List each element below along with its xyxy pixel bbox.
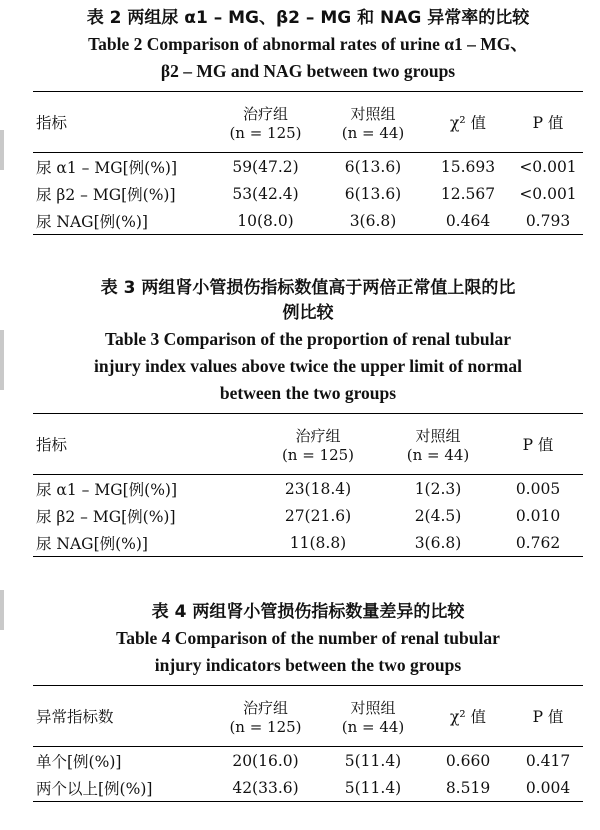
row-control: 5(11.4) [344, 751, 402, 770]
table2-header-treat [208, 92, 323, 153]
row-p: 0.417 [525, 751, 571, 770]
table2-header-treat-n: (n = 125) [229, 123, 302, 142]
table-row [33, 502, 583, 529]
table4 [33, 685, 583, 802]
table3-en-caption-3: between the two groups [219, 383, 397, 403]
row-p: <0.001 [519, 157, 577, 176]
table3-block [33, 276, 583, 557]
row-indicator: 单个[例(%)] [36, 752, 122, 771]
table3-header-indicator: 指标 [36, 436, 68, 454]
row-treat: 23(18.4) [284, 479, 352, 498]
row-indicator: 尿 β2 – MG[例(%)] [36, 185, 176, 204]
row-indicator: 尿 β2 – MG[例(%)] [36, 507, 176, 526]
row-indicator: 两个以上[例(%)] [36, 779, 153, 798]
table-row [33, 747, 583, 775]
table2-block [33, 6, 583, 235]
table4-en-caption-1: Table 4 Comparison of the number of renal tubular [116, 628, 500, 648]
row-p: 0.762 [515, 533, 561, 552]
row-control: 2(4.5) [414, 506, 462, 525]
table4-header-control-label: 对照组 [350, 698, 396, 717]
row-control: 6(13.6) [344, 157, 402, 176]
table4-header-chi: χ² 值 [449, 708, 487, 726]
row-control: 3(6.8) [349, 211, 397, 230]
table3-header-control [383, 414, 493, 475]
table4-header-row [33, 686, 583, 747]
table4-en-caption-2: injury indicators between the two groups [154, 655, 462, 675]
table2-header-indicator: 指标 [36, 114, 68, 132]
table2 [33, 91, 583, 235]
row-indicator: 尿 NAG[例(%)] [36, 534, 148, 553]
row-treat: 27(21.6) [284, 506, 352, 525]
table-row [33, 207, 583, 235]
row-chi: 0.660 [445, 751, 491, 770]
table4-header-p: P 值 [532, 708, 564, 726]
table2-header-treat-label: 治疗组 [242, 104, 288, 123]
table3-cn-caption-2: 例比较 [282, 303, 334, 323]
table2-header-control [323, 92, 423, 153]
table-row [33, 529, 583, 557]
table3-header-treat [253, 414, 383, 475]
table2-en-caption-2: β2 – MG and NAG between two groups [160, 61, 456, 81]
table3-cn-caption-1: 表 3 两组肾小管损伤指标数值高于两倍正常值上限的比 [100, 278, 516, 298]
row-indicator: 尿 NAG[例(%)] [36, 212, 148, 231]
row-chi: 12.567 [440, 184, 496, 203]
row-treat: 42(33.6) [232, 778, 299, 797]
row-p: <0.001 [519, 184, 577, 203]
table4-cn-caption: 表 4 两组肾小管损伤指标数量差异的比较 [151, 602, 465, 622]
row-indicator: 尿 α1 – MG[例(%)] [36, 480, 178, 499]
row-treat: 10(8.0) [237, 211, 294, 230]
row-chi: 0.464 [445, 211, 491, 230]
table3 [33, 413, 583, 557]
table3-header-treat-label: 治疗组 [295, 426, 341, 445]
row-p: 0.005 [515, 479, 561, 498]
table4-block [33, 600, 583, 802]
table2-header-chi: χ² 值 [449, 114, 487, 132]
table3-en-caption-2: injury index values above twice the upper limit of normal [94, 356, 522, 376]
row-control: 5(11.4) [344, 778, 402, 797]
table4-header-indicator: 异常指标数 [36, 708, 114, 726]
row-control: 1(2.3) [414, 479, 462, 498]
row-treat: 53(42.4) [232, 184, 299, 203]
table4-header-control [323, 686, 423, 747]
row-control: 3(6.8) [414, 533, 462, 552]
table2-header-row [33, 92, 583, 153]
table2-header-p: P 值 [532, 114, 564, 132]
row-treat: 59(47.2) [232, 157, 299, 176]
table3-header-control-label: 对照组 [415, 426, 461, 445]
row-treat: 11(8.8) [289, 533, 347, 552]
table2-header-control-n: (n = 44) [341, 123, 405, 142]
table3-header-control-n: (n = 44) [406, 445, 470, 464]
row-chi: 8.519 [445, 778, 491, 797]
table2-header-control-label: 对照组 [350, 104, 396, 123]
table3-header-row [33, 414, 583, 475]
table-row [33, 774, 583, 802]
table2-en-caption-1: Table 2 Comparison of abnormal rates of urine α1 – MG、 [88, 34, 528, 54]
row-p: 0.010 [515, 506, 561, 525]
table-row [33, 475, 583, 503]
table4-header-control-n: (n = 44) [341, 717, 405, 736]
row-treat: 20(16.0) [232, 751, 299, 770]
row-indicator: 尿 α1 – MG[例(%)] [36, 158, 178, 177]
table3-header-p: P 值 [522, 436, 554, 454]
table4-header-treat-label: 治疗组 [242, 698, 288, 717]
table3-en-caption-1: Table 3 Comparison of the proportion of renal tubular [104, 329, 512, 349]
row-chi: 15.693 [440, 157, 496, 176]
table2-cn-caption: 表 2 两组尿 α1 – MG、β2 – MG 和 NAG 异常率的比较 [86, 8, 530, 28]
table4-header-treat [208, 686, 323, 747]
table-row [33, 153, 583, 181]
table-row [33, 180, 583, 207]
row-p: 0.793 [525, 211, 571, 230]
row-p: 0.004 [525, 778, 571, 797]
table4-header-treat-n: (n = 125) [229, 717, 302, 736]
table3-header-treat-n: (n = 125) [281, 445, 355, 464]
row-control: 6(13.6) [344, 184, 402, 203]
